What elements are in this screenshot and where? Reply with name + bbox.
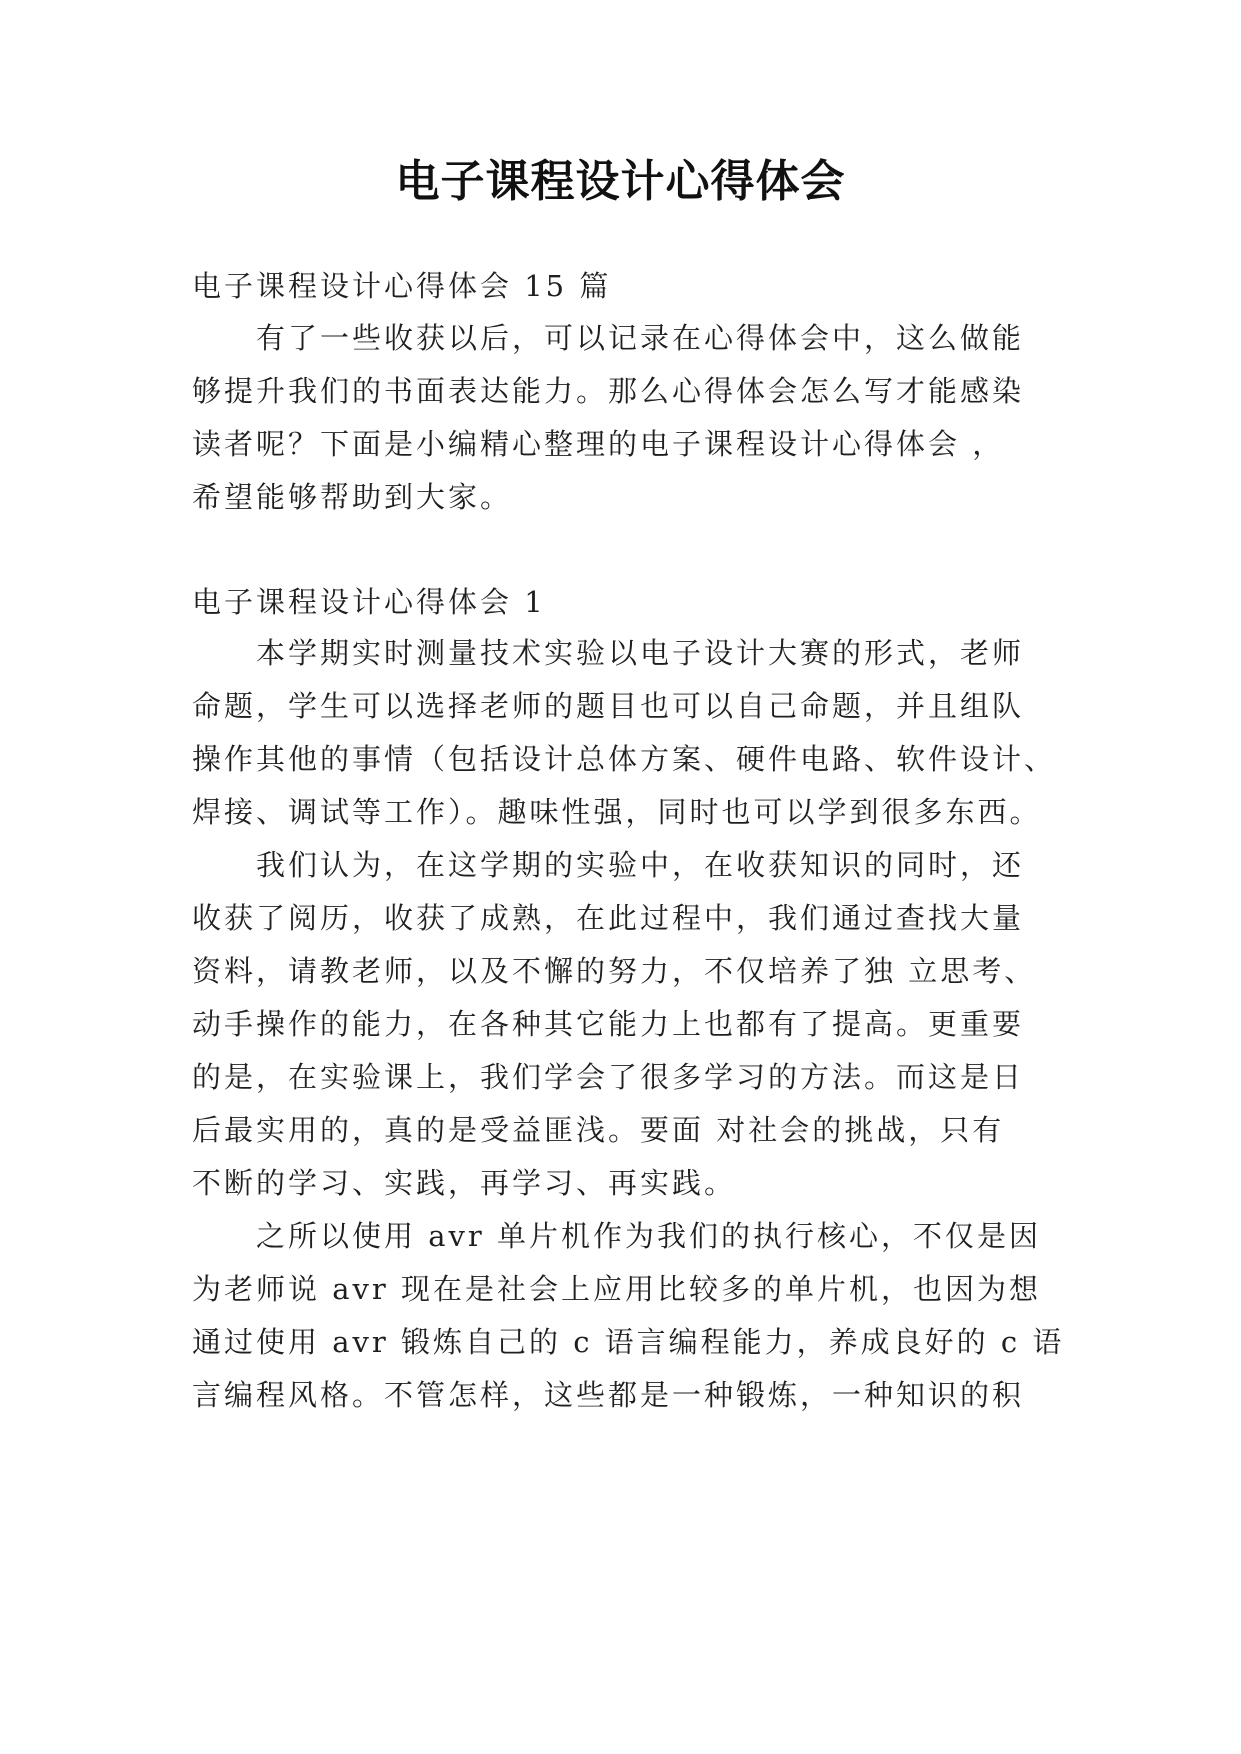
text-line: 操作其他的事情（包括设计总体方案、硬件电路、软件设计、 [192, 742, 1057, 776]
text-line: 不断的学习、实践，再学习、再实践。 [192, 1166, 737, 1200]
text-line: 资料，请教老师，以及不懈的努力，不仅培养了独 立思考、 [192, 954, 1037, 988]
text-line: 焊接、调试等工作）。趣味性强，同时也可以学到很多东西。 [192, 795, 1042, 829]
text-line: 本学期实时测量技术实验以电子设计大赛的形式，老师 [256, 636, 1025, 670]
text-line: 希望能够帮助到大家。 [192, 480, 513, 514]
subtitle: 电子课程设计心得体会 15 篇 [192, 269, 612, 303]
text-line: 为老师说 avr 现在是社会上应用比较多的单片机，也因为想 [192, 1272, 1041, 1306]
text-line: 的是，在实验课上，我们学会了很多学习的方法。而这是日 [192, 1060, 1025, 1094]
text-line: 收获了阅历，收获了成熟，在此过程中，我们通过查找大量 [192, 901, 1025, 935]
section-heading: 电子课程设计心得体会 1 [192, 585, 546, 619]
text-line: 够提升我们的书面表达能力。那么心得体会怎么写才能感染 [192, 374, 1025, 408]
text-line: 有了一些收获以后，可以记录在心得体会中，这么做能 [256, 321, 1025, 355]
text-line: 之所以使用 avr 单片机作为我们的执行核心，不仅是因 [256, 1219, 1041, 1253]
page-title: 电子课程设计心得体会 [395, 156, 846, 207]
text-line: 后最实用的，真的是受益匪浅。要面 对社会的挑战，只有 [192, 1113, 1005, 1147]
text-line: 言编程风格。不管怎样，这些都是一种锻炼，一种知识的积 [192, 1378, 1025, 1412]
text-line: 通过使用 avr 锻炼自己的 c 语言编程能力，养成良好的 c 语 [192, 1325, 1065, 1359]
text-line: 动手操作的能力，在各种其它能力上也都有了提高。更重要 [192, 1007, 1025, 1041]
text-line: 命题，学生可以选择老师的题目也可以自己命题，并且组队 [192, 689, 1025, 723]
text-line: 我们认为，在这学期的实验中，在收获知识的同时，还 [256, 848, 1025, 882]
text-line: 读者呢？下面是小编精心整理的电子课程设计心得体会 ， [192, 427, 1005, 461]
